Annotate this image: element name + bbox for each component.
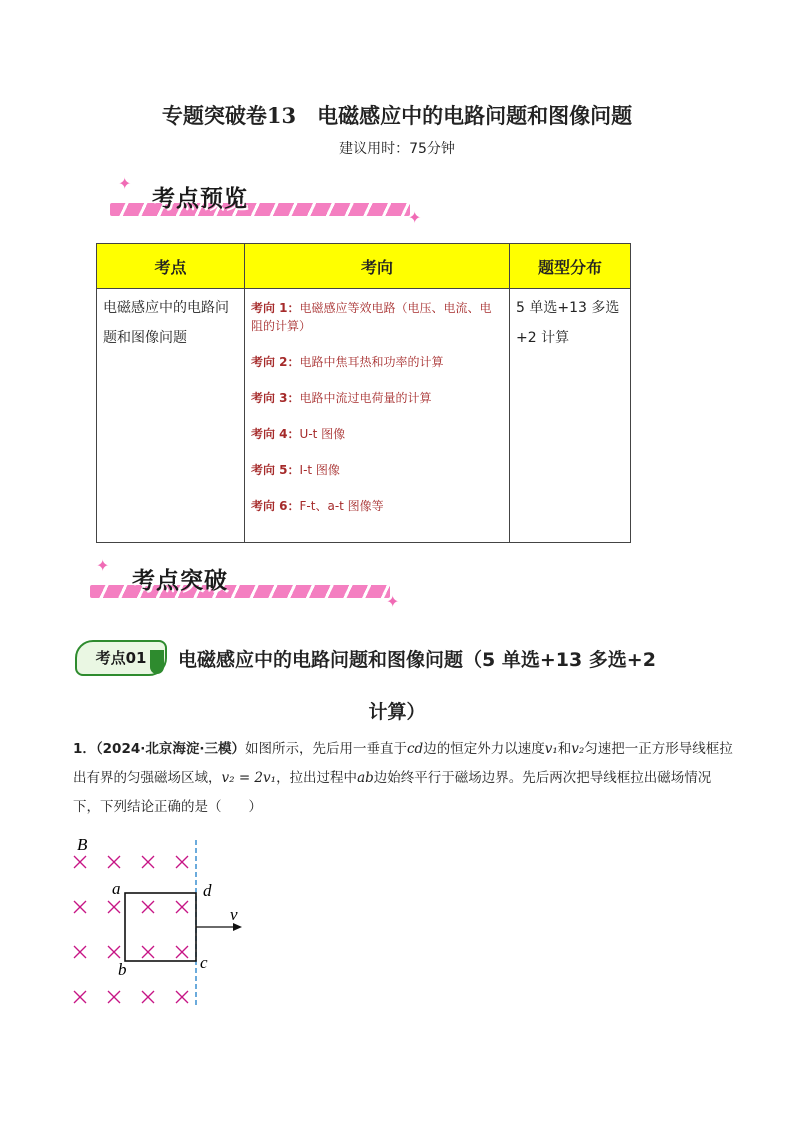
velocity-relation: v₂ = 2v₁ (221, 770, 277, 786)
overview-table (96, 243, 631, 543)
direction-item: 考向 5：I-t 图像 (251, 463, 340, 477)
question-text: 边始终平行于磁场边界。先后两次把导线框拉出磁场情况下，下列结论正确的是（ ） (73, 770, 712, 815)
breakthrough-banner-label: 考点突破 (132, 568, 228, 594)
suggested-time: 建议用时：75分钟 (339, 141, 455, 157)
section-tag: 考点01 (75, 640, 167, 676)
table-header-row (97, 244, 631, 289)
table-row (97, 289, 631, 543)
sparkle-icon: ✦ (96, 556, 110, 575)
overview-banner-label: 考点预览 (152, 186, 248, 212)
sparkle-icon: ✦ (118, 174, 132, 193)
corner-d-label: d (203, 881, 212, 900)
arrow-head-icon (233, 923, 242, 931)
page-title: 专题突破卷13 电磁感应中的电路问题和图像问题 (161, 103, 633, 128)
section-title: 电磁感应中的电路问题和图像问题（5 单选+13 多选+2 (178, 649, 656, 671)
direction-item: 考向 6：F-t、a-t 图像等 (251, 499, 384, 513)
sparkle-icon: ✦ (386, 592, 400, 611)
section-title-continued: 计算） (368, 701, 426, 723)
variable-v2: v₂ (571, 741, 585, 757)
question-text: 和 (557, 741, 572, 757)
breakthrough-banner (80, 556, 410, 611)
topic-cell: 电磁感应中的电路问题和图像问题 (97, 289, 245, 543)
question-text: 匀速把一正方形导线框拉出有界的匀强磁场区域， (73, 741, 733, 786)
overview-banner (100, 174, 430, 228)
corner-b-label: b (118, 960, 127, 979)
question-1 (73, 735, 733, 822)
question-text: ，拉出过程中 (276, 770, 358, 786)
variable-ab: ab (357, 770, 374, 786)
header-direction: 考向 (245, 244, 510, 289)
direction-item: 考向 3：电路中流过电荷量的计算 (251, 391, 432, 405)
direction-cell (245, 289, 510, 543)
header-distribution: 题型分布 (510, 244, 631, 289)
direction-item: 考向 2：电路中焦耳热和功率的计算 (251, 355, 444, 369)
question-text: 如图所示，先后用一垂直于 (245, 741, 407, 757)
header-topic: 考点 (97, 244, 245, 289)
velocity-label: v (230, 905, 238, 924)
magnetic-field-figure (60, 830, 280, 1015)
field-crosses (74, 856, 188, 1003)
variable-v1: v₁ (544, 741, 558, 757)
field-label: B (77, 835, 88, 854)
distribution-cell: 5 单选+13 多选+2 计算 (510, 289, 631, 543)
question-number: 1． (73, 741, 96, 757)
corner-c-label: c (200, 953, 208, 972)
variable-cd: cd (407, 741, 424, 757)
direction-item: 考向 4：U-t 图像 (251, 427, 346, 441)
leaf-icon (150, 650, 164, 674)
direction-item: 考向 1：电磁感应等效电路（电压、电流、电阻的计算） (251, 301, 492, 333)
question-source: （2024·北京海淀·三模） (95, 741, 245, 757)
question-text: 边的恒定外力以速度 (423, 741, 545, 757)
corner-a-label: a (112, 879, 121, 898)
sparkle-icon: ✦ (408, 208, 422, 227)
